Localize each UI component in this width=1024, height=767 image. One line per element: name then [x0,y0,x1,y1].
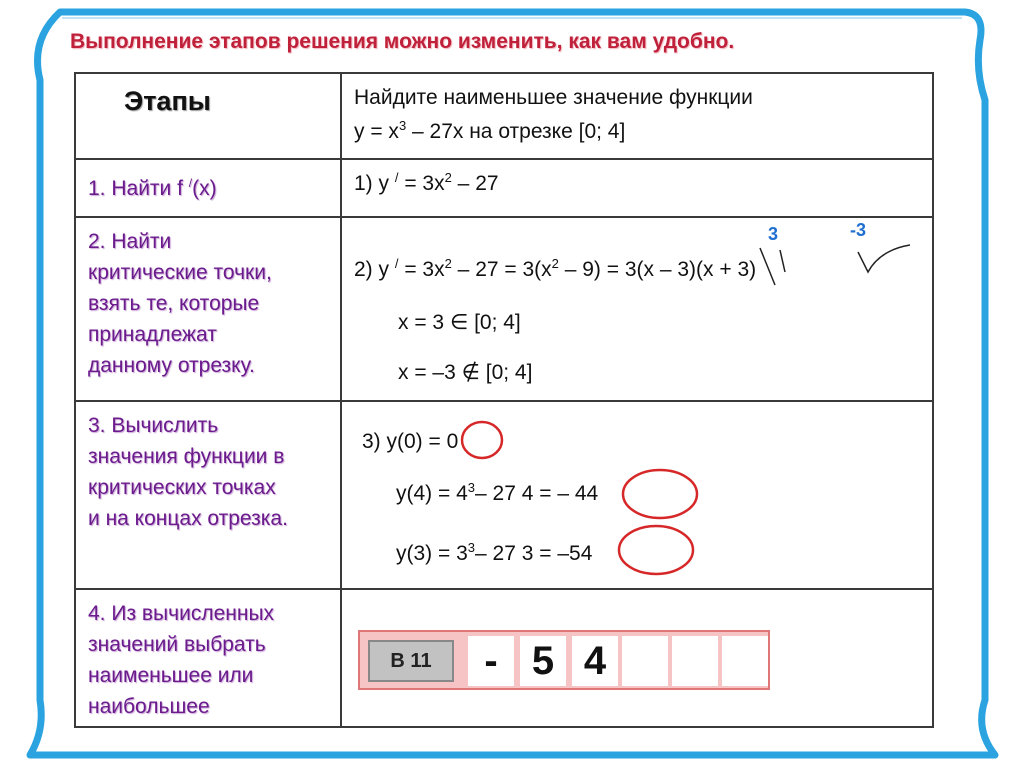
step2-math: 2) y $^/ = 3x^2 - 27 = 3(x^2 - 9) = 3(x - 3)(x + 3)$ [354,256,757,281]
step1-label: 1. Найти f /(x) [88,176,217,200]
task-cell [341,73,933,159]
header-left-cell [75,73,341,159]
value-y3: $y(3) = 3^3-$ 27 3 = –54 [396,540,593,565]
root-in-segment: x = 3 ∈ [0; 4] [398,311,521,334]
table-row [75,159,933,217]
task-line-2: $y = x^3 - 27x$ на отрезке [0; 4] [354,118,626,143]
answer-label: В 11 [368,640,454,682]
answer-form [358,630,770,690]
answer-cell[interactable]: 5 [520,636,566,686]
note-minus-3: -3 [850,220,867,240]
answer-cell[interactable] [672,636,718,686]
note-plus-3: 3 [768,224,779,244]
step4-label: 4. Из вычисленных значений выбрать наименьшее или наибольшее [88,602,275,718]
root-not-in-segment: x = –3 ∉ [0; 4] [398,361,533,384]
table-header-row [75,73,933,159]
page-title: Выполнение этапов решения можно изменить, как вам удобно. [70,30,735,53]
step3-label: 3. Вычислить значения функции в критических точках и на концах отрезка. [88,414,288,530]
step1-math: 1) y $^/ = 3x^2 - 27$ [354,170,499,195]
table-row [75,401,933,589]
stages-heading: Этапы [124,86,211,116]
value-y4: $y(4) = 4^3-$ 27 4 = – 44 [396,480,599,505]
answer-cell[interactable] [722,636,768,686]
table-row [75,217,933,401]
answer-cell[interactable]: - [468,636,514,686]
step2-label: 2. Найти критические точки, взять те, которые принадлежат данному отрезку. [88,230,272,377]
task-line-1: Найдите наименьшее значение функции [354,86,753,109]
value-y0: 3) y(0) = 0 [362,430,459,453]
answer-cell[interactable] [622,636,668,686]
answer-cell[interactable]: 4 [572,636,618,686]
